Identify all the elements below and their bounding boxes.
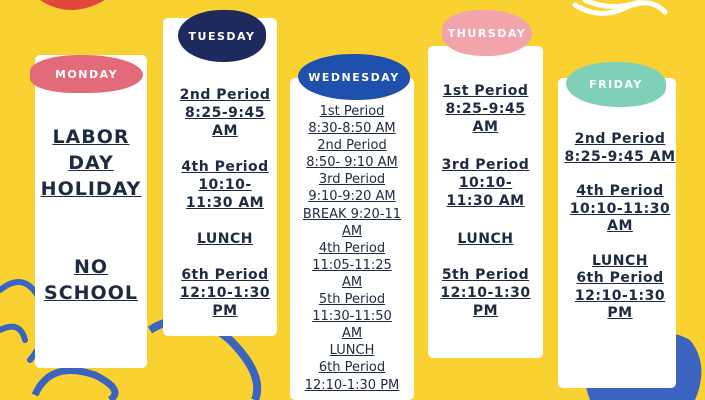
- wednesday-line: 9:10-9:20 AM: [308, 189, 396, 205]
- wednesday-line: 11:05-11:25: [312, 257, 392, 273]
- tuesday-line: LUNCH: [197, 231, 253, 247]
- wednesday-line: AM: [341, 223, 363, 239]
- tuesday-line: 2nd Period: [179, 87, 271, 103]
- friday-label: FRIDAY: [589, 78, 643, 91]
- thursday-header: [442, 10, 532, 56]
- tuesday-line: 8:25-9:45: [185, 105, 265, 121]
- friday-line: 12:10-1:30: [574, 287, 666, 304]
- wednesday-line: AM: [341, 326, 363, 342]
- wednesday-line: 11:30-11:50: [312, 309, 392, 325]
- thursday-line: LUNCH: [457, 231, 514, 247]
- wednesday-content: [290, 103, 414, 394]
- friday-line: LUNCH: [592, 252, 648, 269]
- thursday-line: 8:25-9:45: [445, 101, 526, 117]
- monday-line: DAY: [68, 152, 114, 174]
- thursday-content: [428, 82, 543, 320]
- wednesday-line: 12:10-1:30 PM: [304, 377, 400, 393]
- monday-line: SCHOOL: [44, 282, 138, 304]
- thursday-line: 10:10-: [458, 175, 513, 191]
- friday-line: 10:10-11:30: [569, 200, 671, 217]
- tuesday-line: 6th Period: [181, 267, 269, 283]
- monday-header: [30, 55, 143, 93]
- thursday-line: AM: [472, 119, 499, 135]
- friday-content: [558, 131, 682, 323]
- tuesday-line: AM: [212, 123, 238, 139]
- friday-line: AM: [607, 218, 633, 234]
- wednesday-line: 8:50- 9:10 AM: [306, 155, 398, 171]
- wednesday-line: 1st Period: [319, 104, 385, 119]
- thursday-line: 11:30 AM: [446, 193, 525, 209]
- wednesday-line: 6th Period: [318, 360, 386, 376]
- monday-label: MONDAY: [54, 67, 119, 81]
- wednesday-line: LUNCH: [329, 343, 375, 359]
- wednesday-line: 3rd Period: [318, 172, 386, 188]
- monday-line: NO: [73, 256, 109, 278]
- monday-line: HOLIDAY: [40, 178, 142, 200]
- wednesday-line: 8:30-8:50 AM: [308, 121, 396, 137]
- friday-line: PM: [607, 305, 633, 321]
- wednesday-label: WEDNESDAY: [308, 70, 400, 84]
- wednesday-line: BREAK 9:20-11: [302, 206, 402, 222]
- thursday-line: 3rd Period: [441, 157, 530, 173]
- thursday-line: PM: [472, 303, 499, 319]
- blue-ring-bottom: [35, 371, 115, 400]
- tuesday-line: 10:10-: [198, 177, 252, 193]
- thursday-label: THURSDAY: [447, 26, 527, 40]
- thursday-line: 12:10-1:30: [440, 285, 531, 301]
- tuesday-line: PM: [212, 303, 238, 319]
- thursday-line: 5th Period: [441, 267, 530, 283]
- thursday-line: 1st Period: [442, 83, 529, 99]
- red-blob-top-left: [40, 0, 105, 10]
- white-squiggle-top-right: [575, 0, 665, 13]
- wednesday-line: 4th Period: [318, 240, 386, 256]
- friday-line: 8:25-9:45 AM: [564, 148, 676, 165]
- monday-content: [35, 124, 147, 306]
- wednesday-header: [298, 54, 410, 100]
- friday-line: 6th Period: [576, 270, 664, 286]
- wednesday-line: 5th Period: [318, 292, 386, 308]
- tuesday-line: 11:30 AM: [185, 195, 265, 211]
- friday-header: [566, 62, 666, 107]
- tuesday-line: 4th Period: [181, 159, 269, 175]
- friday-line: 2nd Period: [574, 131, 666, 147]
- monday-line: LABOR: [52, 126, 130, 148]
- friday-line: 4th Period: [576, 183, 664, 199]
- tuesday-label: TUESDAY: [188, 29, 256, 43]
- tuesday-header: [178, 10, 266, 62]
- wednesday-line: AM: [341, 274, 363, 290]
- tuesday-line: 12:10-1:30: [179, 285, 271, 301]
- wednesday-line: 2nd Period: [317, 138, 387, 154]
- tuesday-content: [163, 86, 287, 320]
